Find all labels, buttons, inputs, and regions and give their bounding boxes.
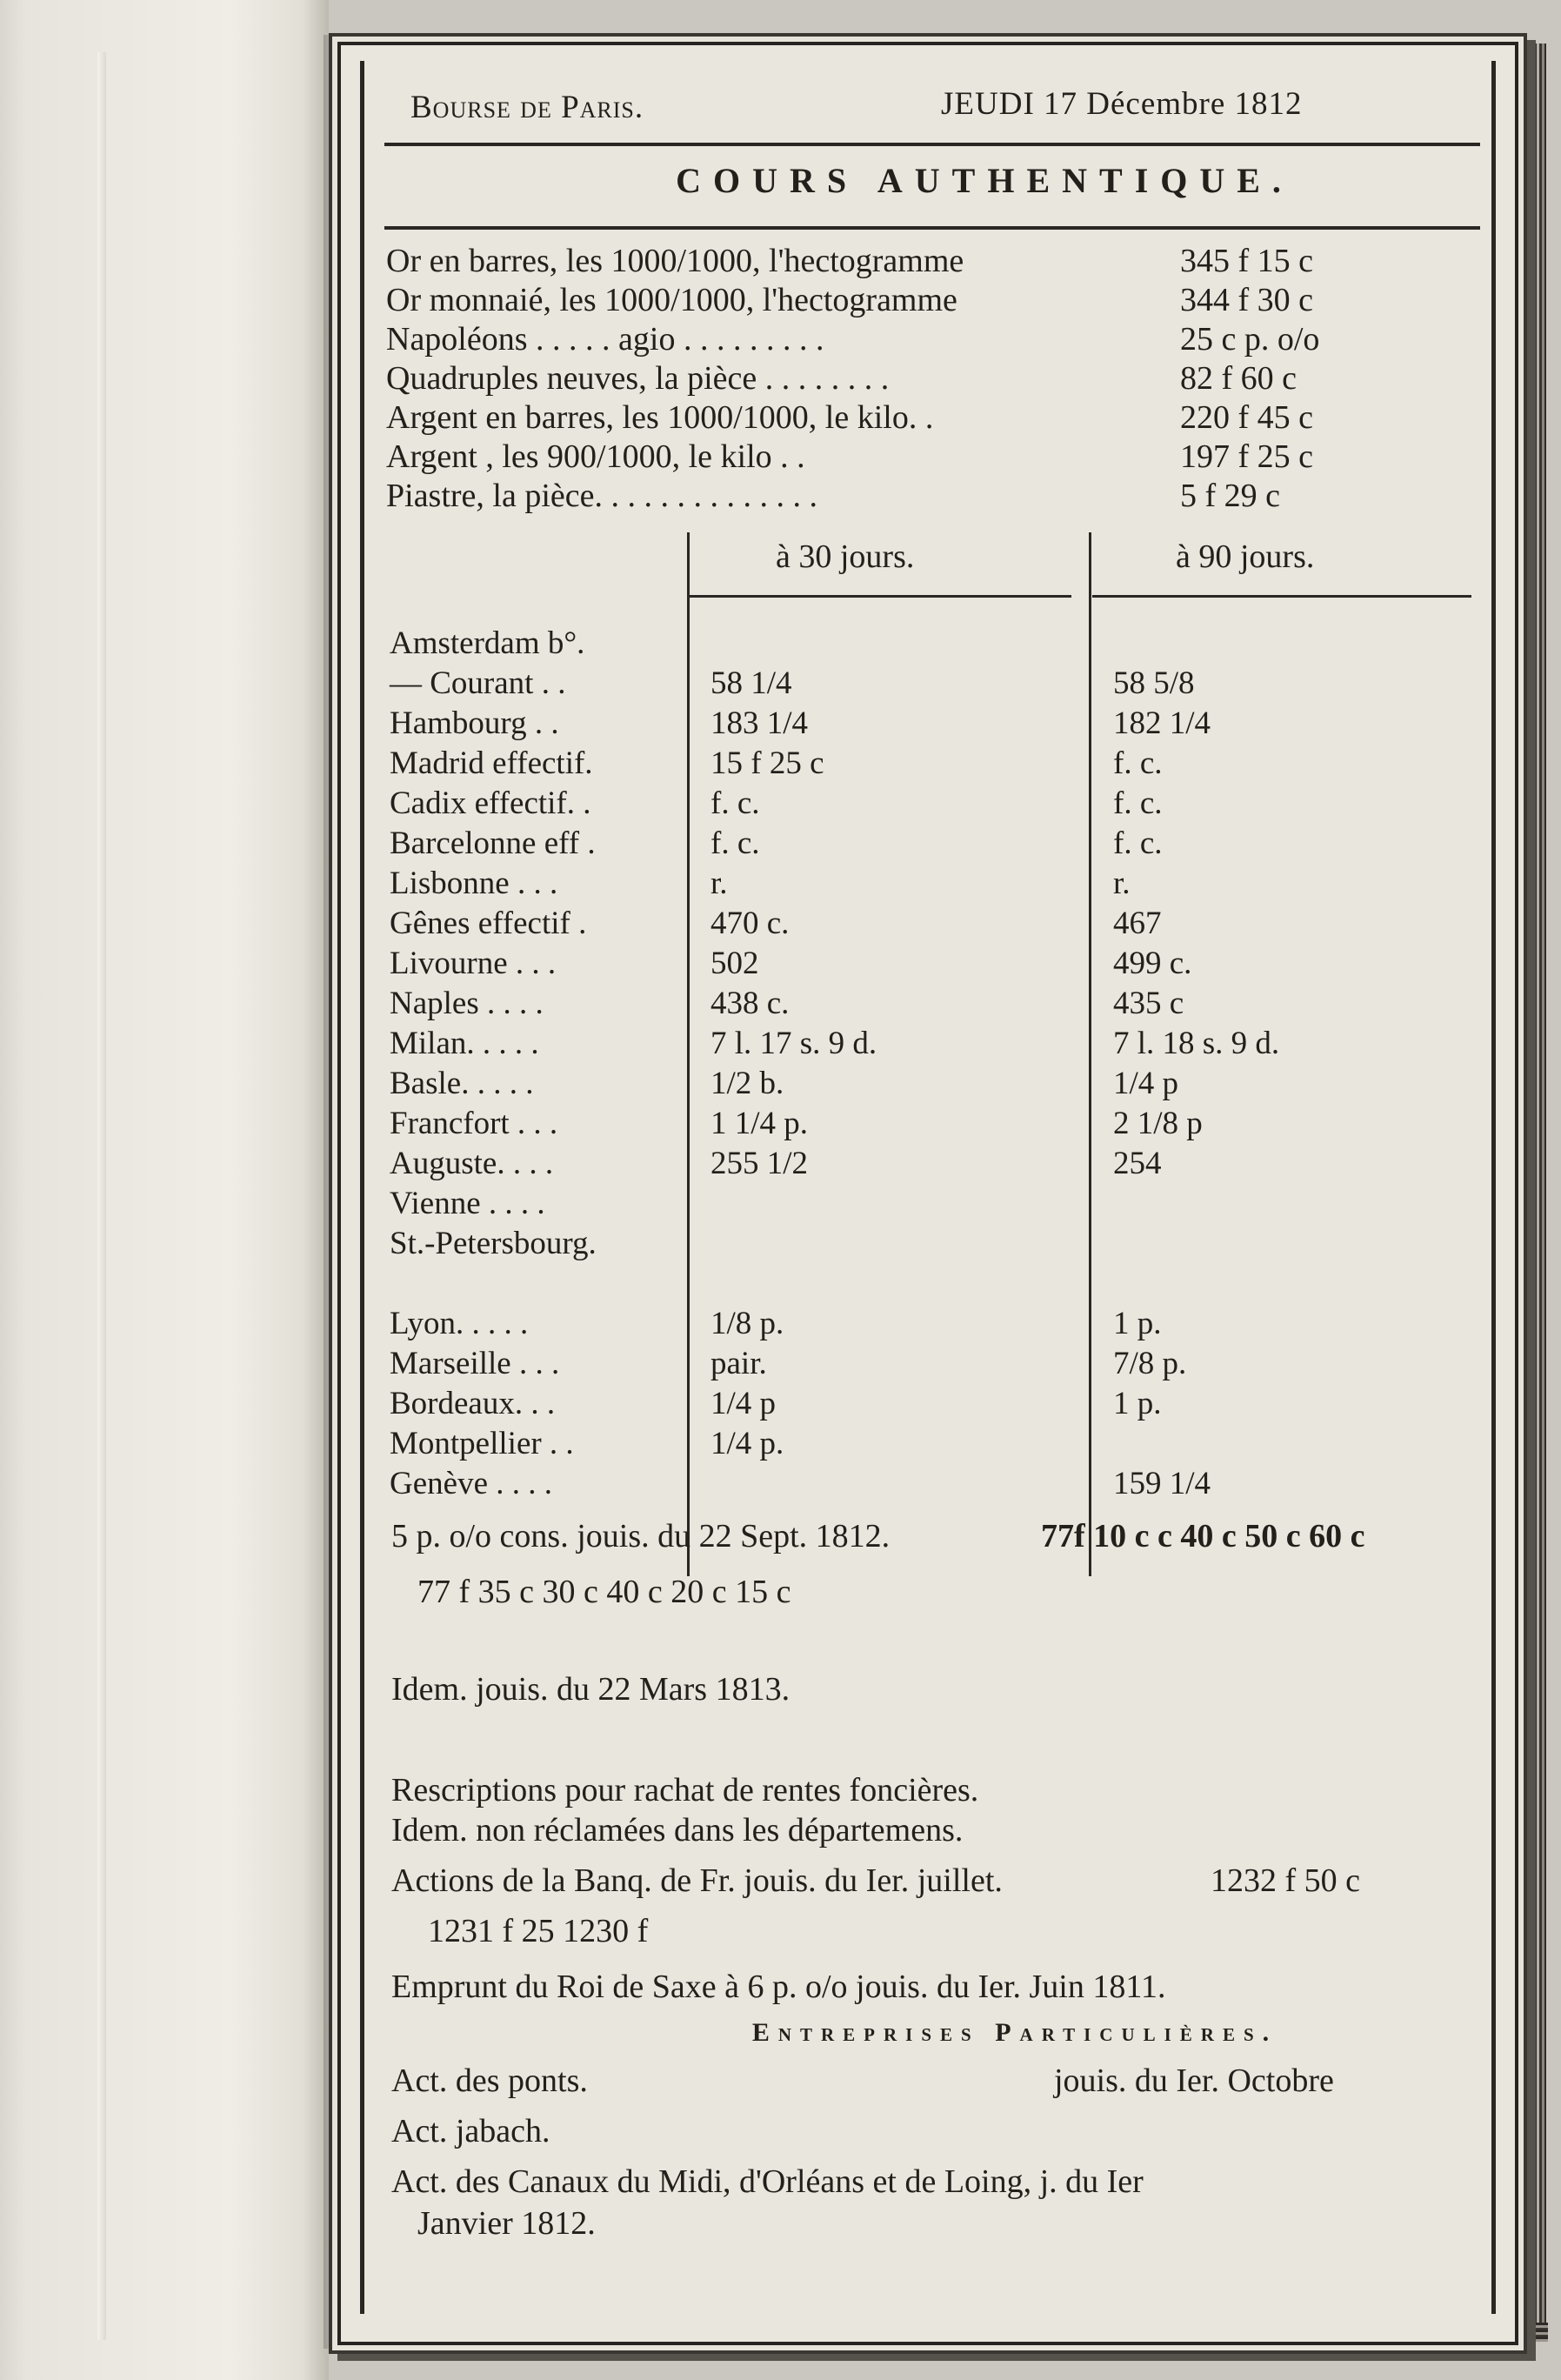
metal-value: 345 f 15 c	[1180, 243, 1314, 279]
exchange-90-days: f. c.	[1113, 745, 1163, 781]
ponts-value: jouis. du Ier. Octobre	[1054, 2062, 1334, 2099]
domestic-90-days: 7/8 p.	[1113, 1346, 1187, 1381]
banque-value-2: 1231 f 25 1230 f	[428, 1913, 649, 1949]
domestic-30-days: 1/4 p	[710, 1386, 777, 1421]
exchange-place: Milan. . . . .	[390, 1026, 539, 1061]
exchange-90-days: 58 5/8	[1113, 665, 1195, 701]
metal-label: Quadruples neuves, la pièce . . . . . . . .	[386, 360, 890, 397]
rescriptions: Rescriptions pour rachat de rentes foncières.	[391, 1772, 979, 1808]
domestic-place: Marseille . . .	[390, 1346, 560, 1381]
header-rule	[384, 143, 1480, 146]
exchange-90-days: f. c.	[1113, 786, 1163, 821]
domestic-place: Genève . . . .	[390, 1466, 552, 1501]
metal-value: 82 f 60 c	[1180, 360, 1297, 397]
exchange-30-days: 183 1/4	[710, 705, 809, 741]
exchange-place: Amsterdam b°.	[390, 625, 585, 661]
exchange-30-days: 15 f 25 c	[710, 745, 824, 781]
exchange-30-days: 58 1/4	[710, 665, 792, 701]
exchange-30-days: 1/2 b.	[710, 1066, 784, 1101]
metal-label: Argent en barres, les 1000/1000, le kilo. .	[386, 399, 934, 436]
exchange-place: Lisbonne . . .	[390, 866, 558, 901]
banque-label: Actions de la Banq. de Fr. jouis. du Ier. juillet.	[391, 1862, 1003, 1899]
cons-value-1: 77f 10 c c 40 c 50 c 60 c	[1041, 1518, 1365, 1554]
exchange-place: Livourne . . .	[390, 946, 557, 981]
exchange-place: St.-Petersbourg.	[390, 1226, 597, 1261]
exchange-place: Barcelonne eff .	[390, 826, 596, 861]
exchange-90-days: 2 1/8 p	[1113, 1106, 1203, 1141]
cons-label: 5 p. o/o cons. jouis. du 22 Sept. 1812.	[391, 1518, 891, 1554]
entreprises-heading: Entreprises Particulières.	[751, 2018, 1278, 2047]
cons-value-2: 77 f 35 c 30 c 40 c 20 c 15 c	[417, 1574, 791, 1610]
exchange-30-days: 7 l. 17 s. 9 d.	[710, 1026, 877, 1061]
exchange-30-days: 438 c.	[710, 986, 790, 1021]
title-rule	[384, 226, 1480, 230]
exchange-90-days: 182 1/4	[1113, 705, 1211, 741]
page-stack-edge	[1520, 43, 1546, 2340]
exchange-90-days: 254	[1113, 1146, 1162, 1181]
domestic-90-days: 1 p.	[1113, 1306, 1162, 1341]
domestic-place: Montpellier . .	[390, 1426, 574, 1461]
jabach: Act. jabach.	[391, 2113, 550, 2149]
header-30-rule	[689, 595, 1071, 598]
header-date: JEUDI 17 Décembre 1812	[941, 86, 1303, 122]
domestic-place: Lyon. . . . .	[390, 1306, 529, 1341]
canaux-line-2: Janvier 1812.	[417, 2205, 596, 2242]
idem-mars: Idem. jouis. du 22 Mars 1813.	[391, 1671, 791, 1708]
exchange-place: Cadix effectif. .	[390, 786, 591, 821]
header-bourse: Bourse de Paris.	[410, 90, 644, 125]
exchange-30-days: 1 1/4 p.	[710, 1106, 809, 1141]
exchange-90-days: 1/4 p	[1113, 1066, 1179, 1101]
metal-value: 5 f 29 c	[1180, 478, 1281, 514]
exchange-30-days: f. c.	[710, 786, 760, 821]
exchange-place: Gênes effectif .	[390, 906, 587, 941]
exchange-90-days: 467	[1113, 906, 1162, 941]
exchange-30-days: 255 1/2	[710, 1146, 809, 1181]
facing-page-edge	[97, 52, 106, 2340]
exchange-place: Hambourg . .	[390, 705, 559, 741]
idem-non-reclamees: Idem. non réclamées dans les départemens.	[391, 1812, 964, 1849]
metal-label: Or monnaié, les 1000/1000, l'hectogramme	[386, 282, 957, 318]
bulletin-page	[337, 42, 1518, 2345]
exchange-place: Auguste. . . .	[390, 1146, 554, 1181]
domestic-90-days: 1 p.	[1113, 1386, 1162, 1421]
exchange-30-days: r.	[710, 866, 728, 901]
header-90-days: à 90 jours.	[1176, 538, 1315, 575]
column-divider-right	[1089, 532, 1091, 1576]
header-30-days: à 30 jours.	[776, 538, 915, 575]
facing-page	[0, 0, 329, 2380]
metal-label: Argent , les 900/1000, le kilo . .	[386, 438, 805, 475]
exchange-30-days: 470 c.	[710, 906, 790, 941]
metal-label: Napoléons . . . . . agio . . . . . . . . .	[386, 321, 824, 358]
saxe-loan: Emprunt du Roi de Saxe à 6 p. o/o jouis. du Ier. Juin 1811.	[391, 1969, 1166, 2005]
exchange-30-days: f. c.	[710, 826, 760, 861]
metal-value: 25 c p. o/o	[1180, 321, 1320, 358]
exchange-place: Madrid effectif.	[390, 745, 593, 781]
exchange-90-days: 499 c.	[1113, 946, 1192, 981]
exchange-90-days: f. c.	[1113, 826, 1163, 861]
metal-value: 197 f 25 c	[1180, 438, 1314, 475]
domestic-place: Bordeaux. . .	[390, 1386, 556, 1421]
metal-value: 344 f 30 c	[1180, 282, 1314, 318]
domestic-90-days: 159 1/4	[1113, 1466, 1211, 1501]
exchange-90-days: 435 c	[1113, 986, 1184, 1021]
page-title: COURS AUTHENTIQUE.	[676, 161, 1293, 200]
exchange-place: Naples . . . .	[390, 986, 544, 1021]
exchange-place: Francfort . . .	[390, 1106, 558, 1141]
metal-label: Piastre, la pièce. . . . . . . . . . . . . .	[386, 478, 818, 514]
banque-value-1: 1232 f 50 c	[1211, 1862, 1361, 1899]
metal-label: Or en barres, les 1000/1000, l'hectogramme	[386, 243, 964, 279]
column-divider-left	[687, 532, 690, 1576]
exchange-place: — Courant . .	[390, 665, 566, 701]
ponts-label: Act. des ponts.	[391, 2062, 588, 2099]
exchange-place: Vienne . . . .	[390, 1186, 545, 1221]
header-90-rule	[1092, 595, 1471, 598]
exchange-90-days: r.	[1113, 866, 1131, 901]
domestic-30-days: 1/4 p.	[710, 1426, 784, 1461]
domestic-30-days: pair.	[710, 1346, 767, 1381]
exchange-90-days: 7 l. 18 s. 9 d.	[1113, 1026, 1280, 1061]
metal-value: 220 f 45 c	[1180, 399, 1314, 436]
exchange-30-days: 502	[710, 946, 759, 981]
canaux-line-1: Act. des Canaux du Midi, d'Orléans et de Loing, j. du Ier	[391, 2163, 1144, 2200]
exchange-place: Basle. . . . .	[390, 1066, 534, 1101]
domestic-30-days: 1/8 p.	[710, 1306, 784, 1341]
